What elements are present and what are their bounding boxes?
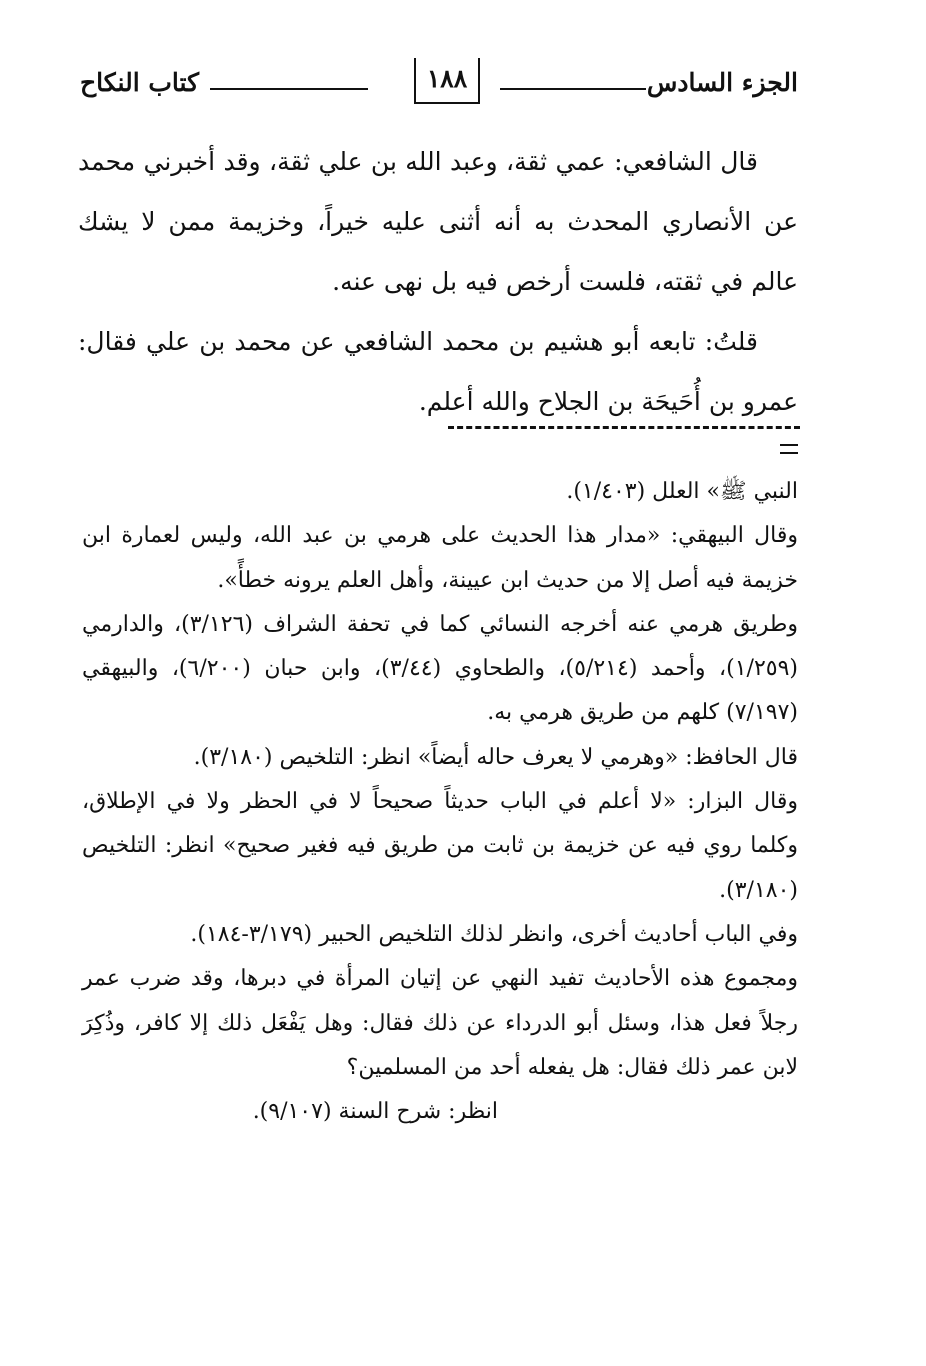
header-rule-right	[500, 88, 646, 90]
footnote-line: انظر: شرح السنة (٩/١٠٧).	[252, 1099, 498, 1125]
page-number: ١٨٨	[414, 58, 480, 104]
footnote-line: قال الحافظ: «وهرمي لا يعرف حاله أيضاً» انظر: التلخيص (٣/١٨٠).	[193, 744, 798, 770]
footnote-line: وقال البيهقي: «مدار هذا الحديث على هرمي بن عبد الله، وليس لعمارة ابن خزيمة فيه أصل إلا من حديث ابن عيينة، وأهل العلم يرونه خطأً».	[82, 523, 798, 593]
footnote-line: وقال البزار: «لا أعلم في الباب حديثاً صحيحاً لا في الحظر ولا في الإطلاق، وكلما روي فيه عن خزيمة بن ثابت من طريق فيه فغير صحيح» انظر: التلخيص (٣/١٨٠).	[82, 789, 798, 903]
footnote-line: وطريق هرمي عنه أخرجه النسائي كما في تحفة الشراف (٣/١٢٦)، والدارمي (١/٢٥٩)، وأحمد (٥/٢١٤)، والطحاوي (٣/٤٤)، وابن حبان (٦/٢٠٠)، والبيهقي (٧/١٩٧) كلهم من طريق هرمي به.	[82, 611, 799, 726]
footnote-line: النبي ﷺ» العلل (١/٤٠٣).	[566, 479, 798, 504]
main-paragraph: قلتُ: تابعه أبو هشيم بن محمد الشافعي عن محمد بن علي فقال: عمرو بن أُحَيحَة بن الجلاح والله أعلم.	[78, 327, 798, 416]
volume-title: الجزء السادس	[646, 68, 798, 97]
footnote-separator	[448, 426, 800, 429]
page-header	[80, 58, 798, 110]
main-text	[78, 132, 798, 432]
footnote-line: وفي الباب أحاديث أخرى، وانظر لذلك التلخيص الحبير (٣/١٧٩-١٨٤).	[190, 921, 798, 947]
header-rule-left	[210, 88, 368, 90]
footnote-separator-mark	[780, 444, 798, 454]
footnote-line: ومجموع هذه الأحاديث تفيد النهي عن إتيان المرأة في دبرها، وقد ضرب عمر رجلاً فعل هذا، وسئل أبو الدرداء عن ذلك فقال: وهل يَفْعَل ذلك إلا كافر، وذُكِرَ لابن عمر ذلك فقال: هل يفعله أحد من المسلمين؟	[82, 966, 798, 1080]
footnotes	[82, 470, 798, 1134]
book-title: كتاب النكاح	[80, 68, 199, 97]
main-paragraph: قال الشافعي: عمي ثقة، وعبد الله بن علي ثقة، وقد أخبرني محمد عن الأنصاري المحدث به أنه أثنى عليه خيراً، وخزيمة ممن لا يشك عالم في ثقته، فلست أرخص فيه بل نهى عنه.	[78, 147, 798, 296]
